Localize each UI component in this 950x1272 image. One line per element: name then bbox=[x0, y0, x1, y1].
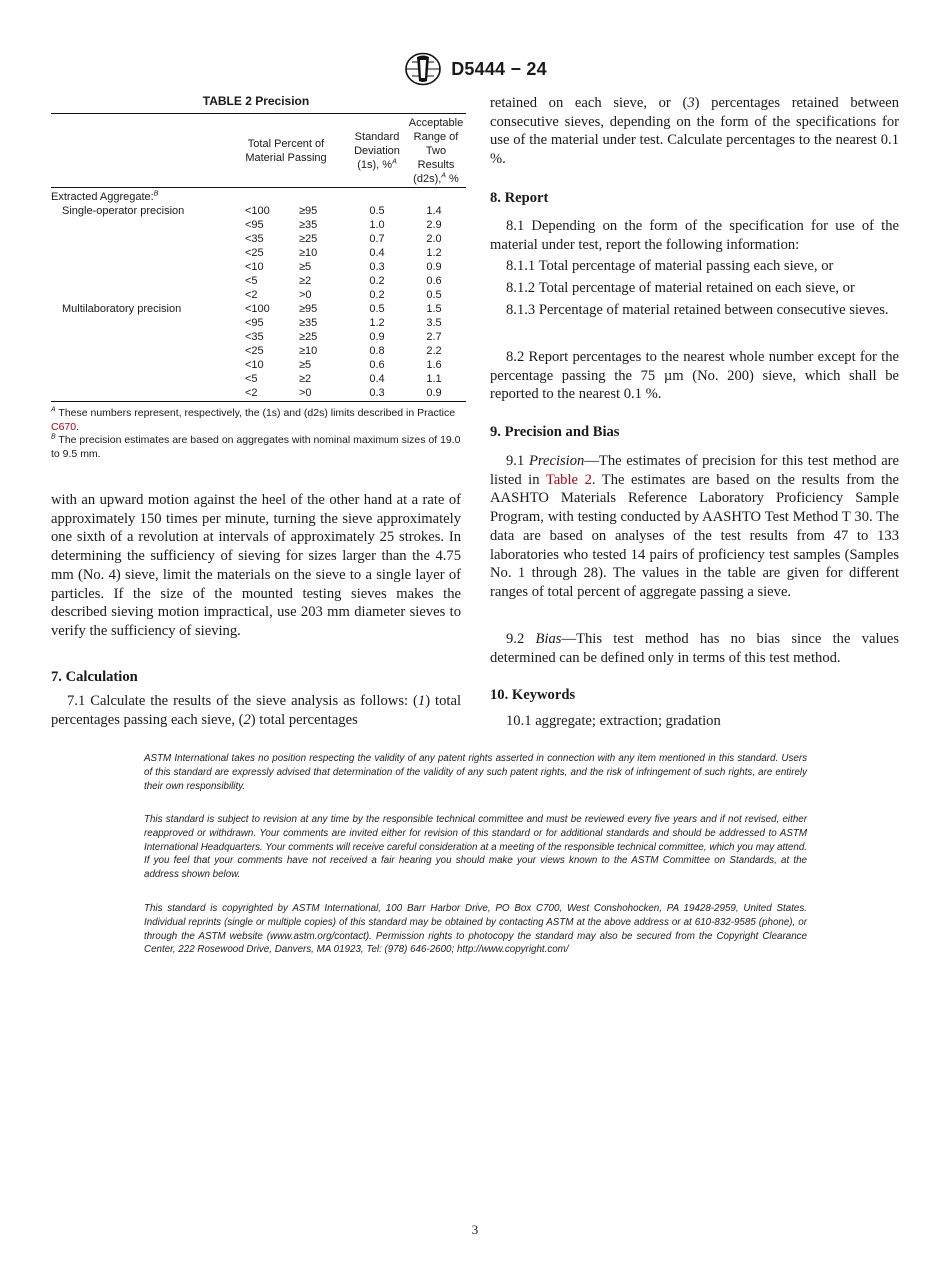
section-8-1-2: 8.1.2 Total percentage of material retained on each sieve, or bbox=[506, 280, 855, 296]
upper-bound-cell: <95 bbox=[245, 317, 264, 329]
range-cell: 0.6 bbox=[426, 275, 442, 287]
section-9-1: 9.1 Precision—The estimates of precision for this test method are listed in Table 2. The estimates are based on the results from the AASHTO Materials Reference Laboratory Proficiency Sample Program, with testing conducted by AASHTO Test Method T 30. The data are based on analyses of the test results from 47 to 133 laboratories who tested 14 pairs of proficiency test samples (Samples No. 1 through 28). The values in the table are given for different ranges of total percent of aggregate passing a sieve. bbox=[490, 453, 900, 600]
lower-bound-cell: ≥25 bbox=[299, 331, 318, 343]
sieving-paragraph: with an upward motion against the heel of the other hand at a rate of approximately 150 times per minute, turning the sieve approximately one sixth of a revolution at intervals of approximately 25 strokes. In determining the sufficiency of sieving for sizes larger than the 4.75 mm (No. 4) sieve, limit the materials on the sieve to a single layer of particles. If the size of the mounted testing sieves makes the described sieving motion impractical, use 203 mm diameter sieves to verify the sufficiency of sieving. bbox=[51, 492, 461, 639]
patent-notice: ASTM International takes no position respecting the validity of any patent rights asserted in connection with any item mentioned in this standard. Users of this standard are expressly advised that determination of the validity of any such patent rights, and the risk of infringement of such rights, are entirely their own responsibility. bbox=[144, 753, 807, 792]
header-total-percent: Total Percent of Material Passing bbox=[245, 138, 327, 164]
std-dev-cell: 0.4 bbox=[369, 247, 385, 259]
std-dev-cell: 0.4 bbox=[369, 373, 385, 385]
range-cell: 2.9 bbox=[426, 219, 442, 231]
range-cell: 0.5 bbox=[426, 289, 442, 301]
lower-bound-cell: ≥35 bbox=[299, 317, 318, 329]
range-cell: 1.2 bbox=[426, 247, 442, 259]
range-cell: 1.1 bbox=[426, 373, 442, 385]
upper-bound-cell: <35 bbox=[245, 233, 264, 245]
section-10-heading: 10. Keywords bbox=[490, 687, 576, 703]
c670-link[interactable]: C670 bbox=[51, 421, 77, 433]
lower-bound-cell: ≥35 bbox=[299, 219, 318, 231]
upper-bound-cell: <10 bbox=[245, 261, 264, 273]
upper-bound-cell: <95 bbox=[245, 219, 264, 231]
range-cell: 0.9 bbox=[426, 387, 442, 399]
upper-bound-cell: <100 bbox=[245, 205, 270, 217]
lower-bound-cell: ≥10 bbox=[299, 345, 318, 357]
section-8-2: 8.2 Report percentages to the nearest whole number except for the percentage passing the 75 µm (No. 200) sieve, which shall be reported to the nearest 0.1 %. bbox=[490, 349, 899, 403]
section-8-heading: 8. Report bbox=[490, 190, 549, 206]
lower-bound-cell: ≥95 bbox=[299, 205, 318, 217]
section-10-1: 10.1 aggregate; extraction; gradation bbox=[506, 713, 721, 729]
range-cell: 2.2 bbox=[426, 345, 442, 357]
section-7-1: 7.1 Calculate the results of the sieve analysis as follows: (1) total percentages passing each sieve, (2) total percentages bbox=[51, 693, 461, 728]
std-dev-cell: 0.2 bbox=[369, 275, 385, 287]
table-row bbox=[0, 288, 470, 302]
std-dev-cell: 1.0 bbox=[369, 219, 385, 231]
table-row bbox=[0, 246, 470, 260]
table-row bbox=[0, 344, 470, 358]
std-dev-cell: 0.8 bbox=[369, 345, 385, 357]
upper-bound-cell: <100 bbox=[245, 303, 270, 315]
astm-logo bbox=[403, 52, 443, 86]
section-7-heading: 7. Calculation bbox=[51, 669, 138, 685]
upper-bound-cell: <25 bbox=[245, 247, 264, 259]
lower-bound-cell: >0 bbox=[299, 289, 312, 301]
std-dev-cell: 0.7 bbox=[369, 233, 385, 245]
lower-bound-cell: ≥95 bbox=[299, 303, 318, 315]
table-bottom-rule bbox=[51, 401, 466, 402]
upper-bound-cell: <2 bbox=[245, 387, 258, 399]
std-dev-cell: 0.5 bbox=[369, 303, 385, 315]
table-title: TABLE 2 Precision bbox=[202, 94, 310, 108]
footnote-b: $^B$ The precision estimates are based on aggregates with nominal maximum sizes of 19.0 to 9.5 mm. bbox=[51, 433, 461, 460]
lower-bound-cell: >0 bbox=[299, 387, 312, 399]
table-row bbox=[0, 274, 470, 288]
section-9-2: 9.2 Bias—This test method has no bias since the values determined can be defined only in terms of this test method. bbox=[490, 631, 900, 666]
row-group-label: Single-operator precision bbox=[62, 205, 185, 217]
table-row bbox=[0, 316, 470, 330]
upper-bound-cell: <25 bbox=[245, 345, 264, 357]
upper-bound-cell: <10 bbox=[245, 359, 264, 371]
lower-bound-cell: ≥5 bbox=[299, 261, 312, 273]
document-id: D5444 − 24 bbox=[451, 58, 547, 79]
std-dev-cell: 0.3 bbox=[369, 387, 385, 399]
std-dev-cell: 0.5 bbox=[369, 205, 385, 217]
section-7-1-continued: retained on each sieve, or (3) percentages retained between consecutive sieves, depending on the form of the specifications for use of the material under test. Calculate percentages to the nearest 0.1 %. bbox=[490, 95, 899, 168]
table-row bbox=[0, 358, 470, 372]
section-9-heading: 9. Precision and Bias bbox=[490, 424, 620, 440]
page-number: 3 bbox=[471, 1222, 479, 1237]
range-cell: 2.7 bbox=[426, 331, 442, 343]
section-8-1-1: 8.1.1 Total percentage of material passing each sieve, or bbox=[506, 258, 834, 274]
range-cell: 1.5 bbox=[426, 303, 442, 315]
std-dev-cell: 0.2 bbox=[369, 289, 385, 301]
table-top-rule bbox=[51, 113, 466, 114]
footnote-a: $^A$ These numbers represent, respectively, the (1s) and (d2s) limits described in Practice C670. bbox=[51, 406, 456, 433]
lower-bound-cell: ≥2 bbox=[299, 373, 312, 385]
table-row bbox=[0, 204, 470, 218]
table-row bbox=[0, 372, 470, 386]
table-row bbox=[0, 218, 470, 232]
std-dev-cell: 1.2 bbox=[369, 317, 385, 329]
range-cell: 1.4 bbox=[426, 205, 442, 217]
table-row bbox=[0, 330, 470, 344]
table-row bbox=[0, 302, 470, 316]
lower-bound-cell: ≥10 bbox=[299, 247, 318, 259]
header-acceptable-range: Acceptable Range of Two Results (d2s),$^A$ % bbox=[408, 117, 464, 185]
range-cell: 2.0 bbox=[426, 233, 442, 245]
upper-bound-cell: <35 bbox=[245, 331, 264, 343]
copyright-notice: This standard is copyrighted by ASTM International, 100 Barr Harbor Drive, PO Box C700, West Conshohocken, PA 19428-2959, United States. Individual reprints (single or multiple copies) of this standard may be obtained by contacting ASTM at the above address or at 610-832-9585 (phone), or through the ASTM website (www.astm.org/contact). Permission rights to photocopy the standard may also be secured from the Copyright Clearance Center, 222 Rosewood Drive, Danvers, MA 01923, Tel: (978) 646-2600; http://www.copyright.com/ bbox=[144, 903, 807, 956]
header-std-dev: Standard Deviation (1s), %$^A$ bbox=[354, 131, 400, 171]
upper-bound-cell: <5 bbox=[245, 275, 258, 287]
std-dev-cell: 0.3 bbox=[369, 261, 385, 273]
revision-notice: This standard is subject to revision at any time by the responsible technical committee and must be reviewed every five years and if not revised, either reapproved or withdrawn. Your comments are invited either for revision of this standard or for additional standards and should be addressed to ASTM International Headquarters. Your comments will receive careful consideration at a meeting of the responsible technical committee, which you may attend. If you feel that your comments have not received a fair hearing you should make your views known to the ASTM Committee on Standards, at the address shown below. bbox=[144, 814, 807, 881]
range-cell: 0.9 bbox=[426, 261, 442, 273]
table-header-rule bbox=[51, 187, 466, 188]
table-row bbox=[0, 232, 470, 246]
std-dev-cell: 0.9 bbox=[369, 331, 385, 343]
upper-bound-cell: <2 bbox=[245, 289, 258, 301]
table-row bbox=[0, 260, 470, 274]
std-dev-cell: 0.6 bbox=[369, 359, 385, 371]
row-group-label: Multilaboratory precision bbox=[62, 303, 182, 315]
section-8-1: 8.1 Depending on the form of the specification for use of the material under test, report the following information: bbox=[490, 218, 899, 253]
table-row bbox=[0, 386, 470, 400]
lower-bound-cell: ≥5 bbox=[299, 359, 312, 371]
upper-bound-cell: <5 bbox=[245, 373, 258, 385]
section-8-1-3: 8.1.3 Percentage of material retained between consecutive sieves. bbox=[506, 302, 889, 318]
page-header bbox=[0, 52, 950, 86]
range-cell: 3.5 bbox=[426, 317, 442, 329]
table-2-link[interactable]: Table 2 bbox=[545, 471, 592, 488]
range-cell: 1.6 bbox=[426, 359, 442, 371]
lower-bound-cell: ≥25 bbox=[299, 233, 318, 245]
lower-bound-cell: ≥2 bbox=[299, 275, 312, 287]
